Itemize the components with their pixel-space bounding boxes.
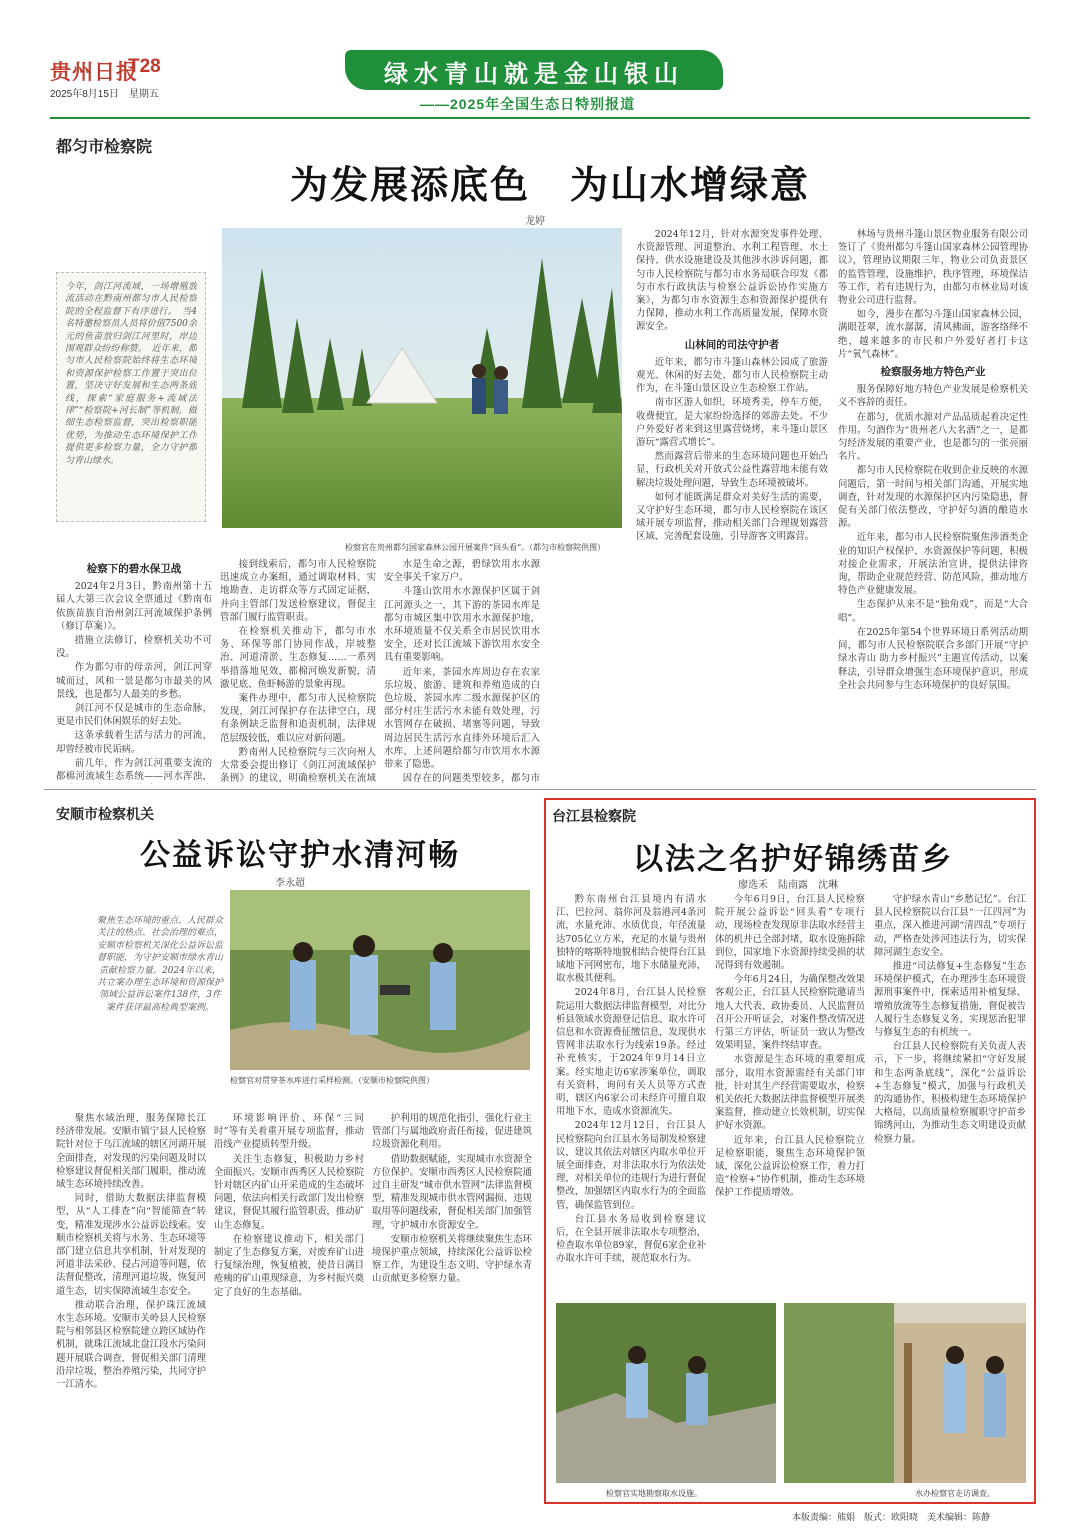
intro-box-anshun [96, 915, 224, 1045]
subhead-industry: 检察服务地方特色产业 [880, 366, 986, 379]
page-credits: 本版责编：熊娟 版式：欧阳晓 美术编辑：陈静 [792, 1512, 991, 1522]
theme-banner-title: 绿水青山就是金山银山 [384, 59, 684, 88]
column-duyun-1: 检察下的碧水保卫战 2024年2月3日，黔南州第十五届人大第三次会议全票通过《黔南布依族苗族自治州剑江河流域保护条例（修订草案）》。 措施立法修订，检察机关功不可没。 作为都匀市的母亲河，剑江河穿城而过，风和一景是都匀市最美的风景线，也是都匀人最美的乡愁。 剑江河不仅是城市的生态命脉，更是市民们休闲娱乐的好去处。 这条承载着生活与活力的河流，却曾经被市民诟病。 前几年，作为剑江河重要支流的都棉河流域生态系统——河水浑浊， [56, 563, 212, 783]
headline-taijiang: 以法之名护好锦绣苗乡 [633, 842, 953, 877]
photo-taijiang-left [556, 1303, 776, 1483]
photo-caption-taijiang-right: 水办检察官走访调查。 [915, 1489, 995, 1498]
photo-duyun-forest [222, 228, 622, 528]
section-label-anshun: 安顺市检察机关 [56, 807, 154, 823]
column-duyun-2: 接到线索后，都匀市人民检察院迅速成立办案组，通过调取材料、实地勘查、走访群众等方式固定证据，并向主管部门发送检察建议，督促主管部门履行监管职责。 在检察机关推动下，都匀市水务、环保等部门协同作战，岸坡整治、河道清淤、生态修复……一系列举措落地见效，都棉河焕发新貌，清澈见底、鱼虾畅游的景象再现。 案件办理中，都匀市人民检察院发现，剑江河保护存在法律空白，现有条例缺乏监督和追责机制，法律规范层级较低，难以应对新问题。 黔南州人民检察院与三次向州人大常委会提出修订《剑江河流域保护条例》的建议，明确检察机关在流域 [220, 559, 376, 784]
column-anshun-2: 环境影响评价、环保“三同时”等有关着重开展专项监督，推动沿线产业提质转型升级。 关注生态修复，积极助力乡村全面振兴。安顺市西秀区人民检察院针对辖区内矿山开采造成的生态破坏问题，依法向相关行政部门发出检察建议，督促其履行监管职责，推动矿山生态修复。 在检察建议推动下，相关部门制定了生态修复方案，对废弃矿山进行复绿治理，恢复植被，使昔日满目疮痍的矿山重现绿意，为乡村振兴奠定了良好的生态基础。 [214, 1113, 364, 1298]
column-duyun-4: 2024年12月，针对水源突发事件处理、水资源管理、河道整治、水利工程管理、水土保持、供水设施建设及其他涉水渉诉问题，都匀市人民检察院与都匀市水务局联合印发《都匀市水行政执法与检察公益诉讼协作实施方案》，为都匀市水资源生态和资源保护提供有力保障，推动水利工作高质量发展，保障水资源安全。 山林间的司法守护者 近年来，都匀市斗篷山森林公园成了旅游观光、休闲的好去处，都匀市人民检察院主动作为，在斗篷山景区设立生态检察工作站。 南市区游人如织，环境秀美，停车方便，收费便宜，是大家纷纷选择的郊游去处。不少户外爱好者来到这里露营烧烤，来斗篷山景区游玩“露营式增长”。 然而露营后带来的生态环境问题也开始凸显，行政机关对开放式公益性露营地未能有效解决垃圾处理问题，导致生态环境被破坏。 如何才能既满足群众对美好生活的需要，又守护好生态环境，都匀市人民检察院在该区域开展专项监督，推动相关部门合理规划露营区域、完善配套设施，引导游客文明露营。 [636, 229, 828, 543]
section-label-duyun: 都匀市检察院 [56, 137, 153, 156]
newspaper-logo: 贵州日报 [50, 59, 138, 84]
forest-photo-illustration [222, 228, 622, 528]
byline-duyun: 龙婷 [525, 216, 545, 227]
subhead-water: 检察下的碧水保卫战 [86, 563, 182, 575]
intro-text-anshun: 聚焦生态环境的重点、人民群众关注的热点、社会治理的难点，安顺市检察机关深化公益诉讼监督职能，为守护安顺市绿水青山贡献检察力量。2024年以来，共立案办理生态环境和资源保护领域公益诉讼案件138件，3件案件获评最高检典型案例。 [96, 916, 223, 1013]
photo-caption-anshun: 检察官对贯穿茶水库进行采样检测。（安顺市检察院供图） [230, 1076, 434, 1085]
page-number: T28 [128, 56, 161, 77]
sampling-photo-illustration [230, 890, 530, 1070]
inspection-photo-right [784, 1303, 1026, 1483]
column-duyun-3: 水是生命之源，碧绿饮用水水源安全事关千家万户。 斗篷山饮用水水源保护区属于剑江河源头之一，其下游的茶园水库是都匀市城区集中饮用水水源保护地，水环境质量不仅关系全市居民饮用水安全，还对长江流域下游饮用水安全具有重要影响。 近年来，茶园水库周边存在农家乐垃圾、旅游、建筑和养殖造成的白色垃圾，茶园水库二级水源保护区的部分村庄生活污水未能有效处理，污水管网存在破损、堵塞等问题，导致周边居民生活污水直排外环境后汇入水库，上述问题给都匀市饮用水水源带来了隐患。 因存在的问题类型较多，都匀市 [384, 559, 540, 784]
headline-anshun: 公益诉讼守护水清河畅 [140, 838, 460, 873]
photo-caption-duyun: 检察官在贵州都匀国家森林公园开展案件“回头看”。（都匀市检察院供图） [345, 543, 606, 552]
column-duyun-5: 林场与贵州斗篷山景区物业服务有限公司签订了《贵州都匀斗篷山国家森林公园管理协议》，管理协议期限三年，物业公司负责景区的监管管理，设施维护，秩序管理，环境保洁等工作，若有违规行为，由都匀市林业局对该物业公司进行监督。 如今，漫步在都匀斗篷山国家森林公园，满眼苍翠，流水潺潺，清风拂面，游客络绎不绝，越来越多的市民和户外爱好者打卡这片“氧气森林”。 检察服务地方特色产业 服务保障好地方特色产业发展是检察机关义不容辞的责任。 在都匀，优质水源对产品品质起着决定性作用。匀酒作为“贵州老八大名酒”之一，是都匀经济发展的重要产业，也是都匀的一张亮丽名片。 都匀市人民检察院在收到企业反映的水源问题后，第一时间与相关部门沟通，开展实地调查，针对发现的水源保护区内污染隐患，督促有关部门依法整改，守护好匀酒的酿造水源。 近年来，都匀市人民检察院聚焦涉酒类企业的知识产权保护、水资源保护等问题，积极对接企业需求，开展法治宣讲，提供法律咨询，帮助企业规范经营、防范风险，推动地方特色产业健康发展。 生态保护从来不是“独角戏”，而是“大合唱”。 在2025年第54个世界环境日系列活动期间，都匀市人民检察院联合多部门开展“守护绿水青山 助力乡村振兴”主题宣传活动，以案释法，引导群众增强生态环境保护意识，形成全社会共同参与生态环境保护的良好氛围。 [838, 229, 1028, 691]
byline-anshun: 李永超 [275, 878, 305, 889]
inspection-photo-left [556, 1303, 776, 1483]
theme-banner-subtitle: ——2025年全国生态日特别报道 [420, 96, 636, 112]
masthead [0, 0, 1080, 118]
column-anshun-1: 聚焦水域治理，服务保障长江经济带发展。安顺市镇宁县人民检察院针对位于乌江流域的辖区河湖开展全面排查，对发现的污染问题及时以检察建议督促相关部门履职，推动流域生态环境持续改善。 同时，借助大数据法律监督模型，从“人工排查”向“智能筛查”转变，精准发现涉水公益诉讼线索。安顺市检察机关将与水务、生态环境等部门建立信息共享机制，针对发现的河道非法采砂、侵占河道等问题，依法督促整改，清理河道垃圾，恢复河道生态，切实保障流域生态安全。 推动联合治理，保护珠江流域水生态环境。安顺市关岭县人民检察院与相邻县区检察院建立跨区域协作机制，就珠江流域北盘江段水污染问题开展联合调查，督促相关部门清理沿岸垃圾，整治养殖污染，共同守护一江清水。 [56, 1113, 206, 1391]
photo-taijiang-right [784, 1303, 1026, 1483]
subhead-forest: 山林间的司法守护者 [684, 338, 780, 351]
masthead-divider [50, 117, 1030, 119]
byline-taijiang: 廖选禾 陆南露 沈琳 [738, 880, 838, 891]
intro-text-duyun: 今年，剑江河流域，一场增殖放流活动在黔南州都匀市人民检察院的全程监督下有序进行。 当4名特邀检察员人员将价值7500余元的鱼苗放归剑江河里时，岸边围观群众纷纷称赞。 近年来，都匀市人民检察院始终将生态环境和资源保护检察工作置于突出位置，坚决守好发展和生态两条底线，探索“家庭服务+流域法律”“检察院+河长制”等机制，做细生态检察监督，突出检察职能优势，为推动生态环境保护工作提供更多检察力量，全力守护都匀青山绿水。 [65, 282, 197, 466]
column-taijiang-2: 今年6月9日，台江县人民检察院开展公益诉讼“回头看”专项行动，现场检查发现原非法取水经营主体的机井已全部封堵，取水设施拆除到位，国家地下水资源持续受损的状况得到有效遏制。 今年6月24日，为确保整改效果客观公正，台江县人民检察院邀请当地人大代表、政协委员、人民监督员召开公开听证会，对案件整改情况进行第三方评估，听证员一致认为整改效果明显，案件终结审查。 水资源是生态环境的重要组成部分，取用水资源需经有关部门审批，针对其生产经营需要取水，检察机关依托大数据法律监督模型开展类案监督，推动建立长效机制，切实保护好水资源。 近年来，台江县人民检察院立足检察职能，聚焦生态环境保护领域，深化公益诉讼检察工作，着力打造“检察+”协作机制，推动生态环境保护工作提质增效。 [715, 894, 865, 1199]
column-taijiang-3: 守护绿水青山“乡愁记忆”。台江县人民检察院以台江县“一江四河”为重点，深入推进河湖“清四乱”专项行动，严格查处涉河违法行为，切实保障河湖生态安全。 推进“司法修复+生态修复”生态环境保护模式，在办理涉生态环境资源刑事案件中，探索适用补植复绿、增殖放流等生态修复措施，督促被告人履行生态修复义务，实现惩治犯罪与修复生态的有机统一。 台江县人民检察院有关负责人表示，下一步，将继续紧扣“守好发展和生态两条底线”，深化“公益诉讼+生态修复”模式，加强与行政机关的沟通协作，积极构建生态环境保护大格局，以高质量检察履职守护苗乡锦绣河山，为推动生态文明建设贡献检察力量。 [874, 894, 1026, 1145]
section-label-taijiang: 台江县检察院 [552, 809, 636, 825]
photo-anshun-sampling [230, 890, 530, 1070]
photo-caption-taijiang-left: 检察官实地勘察取水设施。 [606, 1489, 702, 1498]
column-anshun-3: 护利用的规范化指引，强化行业主管部门与属地政府责任衔接，促进建筑垃圾资源化利用。 借助数据赋能，实现城市水资源全方位保护。安顺市西秀区人民检察院通过自主研发“城市供水管网”法律监督模型，精准发现城市供水管网漏损、违规取用等问题线索，督促相关部门加强管理，守护城市水资源安全。 安顺市检察机关将继续聚焦生态环境保护重点领域，持续深化公益诉讼检察工作，为建设生态文明、守护绿水青山贡献更多检察力量。 [372, 1113, 532, 1285]
headline-duyun: 为发展添底色 为山水增绿意 [289, 162, 810, 207]
column-taijiang-1: 黔东南州台江县境内有清水江、巴拉河、翁你河及翁港河4条河流，水量充沛、水质优良，年径流量达705亿立方米，充足的水量与贵州独特的喀斯特地貌相结合使得台江县域地下河网密布，地下水储量充沛，取水极其便利。 2024年8月，台江县人民检察院运用大数据法律监督模型，对比分析县领域水资源登记信息、取水许可信息和水资源费征缴信息，发现供水管网非法取水行为线索19条。经过补充核实，于2024年9月14日立案。经实地走访6家涉案单位，调取有关资料，询问有关人员等方式查明，辖区内6家公司未经许可擅自取用地下水，造成水资源流失。 2024年12月12日，台江县人民检察院向台江县水务局制发检察建议，建议其依法对辖区内取水单位开展全面排查，对非法取水行为依法处理，对相关单位的违规行为进行督促整改，加强辖区内取水行为的全面监管，确保监管到位。 台江县水务局收到检察建议后，在全县开展非法取水专项整治，检查取水单位89家，督促6家企业补办取水许可手续，规范取水行为。 [556, 894, 706, 1265]
issue-date: 2025年8月15日 星期五 [50, 89, 159, 100]
intro-box-duyun [56, 272, 206, 522]
